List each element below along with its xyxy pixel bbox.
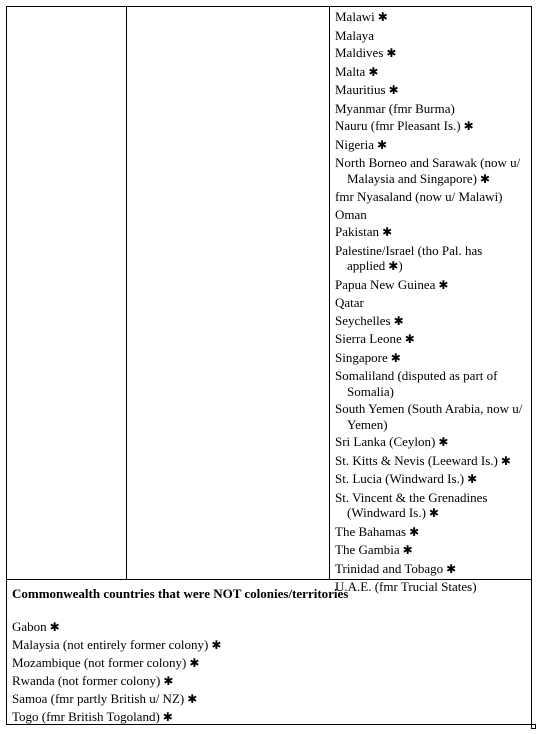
item-text: Pakistan bbox=[335, 224, 380, 239]
item-text: South Yemen (South Arabia, now u/ Yemen) bbox=[335, 401, 523, 432]
list-item bbox=[12, 636, 527, 654]
asterisk-icon: ✱ bbox=[368, 64, 379, 79]
item-text: St. Lucia (Windward Is.) bbox=[335, 471, 465, 486]
list-item bbox=[12, 708, 527, 726]
item-text: fmr Nyasaland (now u/ Malawi) bbox=[335, 189, 503, 204]
list-item bbox=[335, 64, 527, 81]
item-text: Samoa (fmr partly British u/ NZ) bbox=[12, 691, 185, 706]
list-item bbox=[335, 524, 527, 541]
list-item bbox=[335, 331, 527, 348]
item-text: Mozambique (not former colony) bbox=[12, 655, 187, 670]
asterisk-icon: ✱ bbox=[438, 277, 449, 292]
asterisk-icon: ✱ bbox=[187, 692, 198, 706]
asterisk-icon: ✱ bbox=[467, 472, 478, 486]
item-text: Palestine/Israel (tho Pal. has applied bbox=[335, 242, 483, 273]
asterisk-icon: ✱ bbox=[409, 524, 420, 539]
table-border-right bbox=[531, 6, 532, 724]
list-item bbox=[335, 189, 527, 205]
item-text: U.A.E. (fmr Trucial States) bbox=[335, 579, 477, 594]
item-text: Somaliland (disputed as part of Somalia) bbox=[335, 368, 498, 399]
resize-handle[interactable] bbox=[531, 724, 536, 729]
list-item bbox=[335, 118, 527, 135]
item-text: Oman bbox=[335, 206, 367, 222]
column-divider-2 bbox=[329, 6, 330, 579]
list-item bbox=[335, 401, 527, 432]
list-item bbox=[335, 434, 527, 451]
list-item bbox=[335, 490, 527, 522]
asterisk-icon: ✱ bbox=[376, 137, 388, 152]
asterisk-icon: ✱ bbox=[189, 656, 200, 670]
non-colony-section bbox=[12, 586, 527, 726]
item-text: Sierra Leone bbox=[335, 331, 402, 346]
list-item bbox=[12, 672, 527, 690]
list-item bbox=[12, 690, 527, 708]
asterisk-icon: ✱ bbox=[211, 638, 222, 652]
item-text: Malaya bbox=[335, 27, 374, 43]
asterisk-icon: ✱ bbox=[388, 83, 399, 97]
list-item bbox=[335, 243, 527, 275]
item-text: Gabon bbox=[12, 619, 47, 634]
list-item bbox=[12, 618, 527, 636]
list-item bbox=[335, 350, 527, 367]
item-text: Rwanda (not former colony) bbox=[12, 673, 161, 688]
asterisk-icon: ✱ bbox=[390, 350, 401, 365]
list-item bbox=[335, 561, 527, 578]
item-text: Togo (fmr British Togoland) bbox=[12, 709, 160, 724]
asterisk-icon: ✱ bbox=[388, 259, 399, 273]
table-border-top bbox=[6, 6, 532, 7]
item-text: Mauritius bbox=[335, 82, 386, 97]
item-text: Sri Lanka (Ceylon) bbox=[335, 434, 436, 449]
item-text: The Bahamas bbox=[335, 523, 407, 539]
item-text: North Borneo and Sarawak (now u/ Malaysia and Singapore) bbox=[335, 155, 521, 186]
list-item bbox=[335, 471, 527, 488]
asterisk-icon: ✱ bbox=[438, 435, 449, 449]
list-item bbox=[335, 155, 527, 187]
list-item bbox=[335, 9, 527, 26]
list-item bbox=[335, 224, 527, 241]
item-text: Malaysia (not entirely former colony) bbox=[12, 637, 209, 652]
item-text: Myanmar (fmr Burma) bbox=[335, 100, 455, 116]
asterisk-icon: ✱ bbox=[404, 332, 415, 346]
asterisk-icon: ✱ bbox=[500, 453, 511, 468]
section-heading: Commonwealth countries that were NOT colonies/territories bbox=[12, 586, 349, 601]
table-border-left bbox=[6, 6, 7, 724]
item-text: Maldives bbox=[335, 45, 384, 60]
item-text: St. Kitts & Nevis (Leeward Is.) bbox=[335, 452, 498, 468]
asterisk-icon: ✱ bbox=[428, 506, 439, 520]
list-item bbox=[335, 313, 527, 330]
list-item bbox=[335, 295, 527, 311]
list-item bbox=[335, 453, 527, 470]
asterisk-icon: ✱ bbox=[386, 46, 397, 60]
list-item bbox=[335, 542, 527, 559]
list-item bbox=[335, 277, 527, 294]
list-item bbox=[335, 28, 527, 44]
item-text: Singapore bbox=[335, 349, 388, 365]
item-text: Malta bbox=[335, 63, 366, 79]
asterisk-icon: ✱ bbox=[162, 710, 173, 724]
list-item bbox=[335, 82, 527, 99]
item-text: Seychelles bbox=[335, 312, 391, 328]
item-text: Malawi bbox=[335, 9, 375, 24]
item-text: Nigeria bbox=[335, 136, 374, 152]
item-text: St. Vincent & the Grenadines (Windward Is.) bbox=[335, 489, 488, 520]
non-colony-list bbox=[12, 618, 527, 726]
asterisk-icon: ✱ bbox=[49, 620, 60, 634]
asterisk-icon: ✱ bbox=[393, 313, 404, 328]
item-text: Papua New Guinea bbox=[335, 276, 436, 292]
list-item bbox=[12, 654, 527, 672]
list-item bbox=[335, 368, 527, 399]
asterisk-icon: ✱ bbox=[382, 225, 393, 239]
asterisk-icon: ✱ bbox=[163, 674, 174, 688]
list-item bbox=[335, 207, 527, 223]
asterisk-icon: ✱ bbox=[463, 119, 474, 133]
item-suffix: ) bbox=[398, 258, 403, 273]
asterisk-icon: ✱ bbox=[377, 10, 388, 24]
column-divider-1 bbox=[126, 6, 127, 579]
list-item bbox=[335, 137, 527, 154]
asterisk-icon: ✱ bbox=[402, 543, 413, 557]
list-item bbox=[335, 45, 527, 62]
asterisk-icon: ✱ bbox=[446, 561, 457, 576]
asterisk-icon: ✱ bbox=[479, 171, 491, 186]
item-text: Qatar bbox=[335, 295, 364, 310]
item-text: The Gambia bbox=[335, 542, 400, 557]
list-item bbox=[335, 101, 527, 117]
item-text: Nauru (fmr Pleasant Is.) bbox=[335, 118, 461, 133]
colonies-list bbox=[335, 9, 527, 597]
item-text: Trinidad and Tobago bbox=[335, 560, 444, 576]
